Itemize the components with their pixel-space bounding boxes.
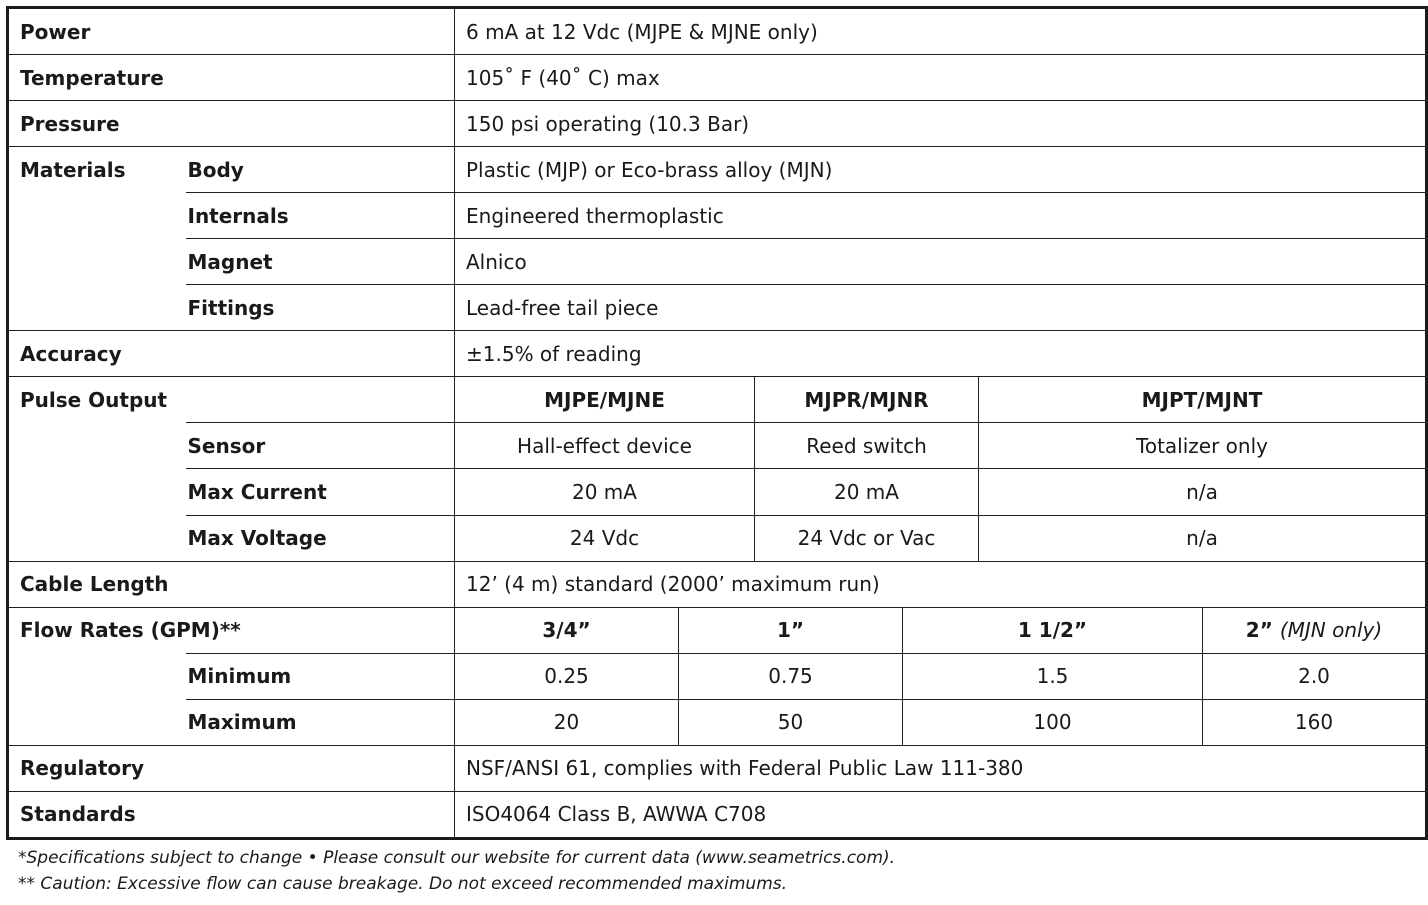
max-current-value: 20 mA <box>455 469 755 515</box>
temperature-value: 105˚ F (40˚ C) max <box>455 55 1427 101</box>
row-pulse-output-header <box>8 377 1427 423</box>
row-flow-maximum <box>8 699 1427 745</box>
regulatory-value: NSF/ANSI 61, complies with Federal Public Law 111-380 <box>455 745 1427 791</box>
row-flow-minimum <box>8 653 1427 699</box>
max-voltage-value: 24 Vdc <box>455 515 755 561</box>
pulse-header-mjpt: MJPT/MJNT <box>979 377 1427 423</box>
row-accuracy <box>8 331 1427 377</box>
minimum-value: 1.5 <box>903 653 1203 699</box>
sensor-value: Reed switch <box>755 423 979 469</box>
maximum-value: 160 <box>1203 699 1427 745</box>
minimum-value: 2.0 <box>1203 653 1427 699</box>
flow-header-1: 1” <box>679 607 903 653</box>
row-power <box>8 8 1427 55</box>
max-voltage-value: 24 Vdc or Vac <box>755 515 979 561</box>
maximum-value: 100 <box>903 699 1203 745</box>
max-voltage-label: Max Voltage <box>186 515 455 561</box>
flow-rates-label: Flow Rates (GPM)** <box>8 607 455 653</box>
row-materials-magnet <box>8 239 1427 285</box>
row-materials-fittings <box>8 285 1427 331</box>
pressure-label: Pressure <box>8 101 455 147</box>
row-pressure <box>8 101 1427 147</box>
row-pulse-max-voltage <box>8 515 1427 561</box>
spec-table <box>6 6 1428 840</box>
magnet-value: Alnico <box>455 239 1427 285</box>
materials-label: Materials <box>8 147 186 193</box>
standards-value: ISO4064 Class B, AWWA C708 <box>455 791 1427 838</box>
row-materials-internals <box>8 193 1427 239</box>
sensor-value: Totalizer only <box>979 423 1427 469</box>
row-temperature <box>8 55 1427 101</box>
row-regulatory <box>8 745 1427 791</box>
row-cable-length <box>8 561 1427 607</box>
row-pulse-sensor <box>8 423 1427 469</box>
row-flow-rates-header <box>8 607 1427 653</box>
maximum-value: 20 <box>455 699 679 745</box>
pulse-header-mjpe: MJPE/MJNE <box>455 377 755 423</box>
sensor-label: Sensor <box>186 423 455 469</box>
power-value: 6 mA at 12 Vdc (MJPE & MJNE only) <box>455 8 1427 55</box>
pressure-value: 150 psi operating (10.3 Bar) <box>455 101 1427 147</box>
body-label: Body <box>186 147 455 193</box>
maximum-value: 50 <box>679 699 903 745</box>
max-current-label: Max Current <box>186 469 455 515</box>
standards-label: Standards <box>8 791 455 838</box>
row-materials-body <box>8 147 1427 193</box>
temperature-label: Temperature <box>8 55 455 101</box>
flow-header-34: 3/4” <box>455 607 679 653</box>
sensor-value: Hall-effect device <box>455 423 755 469</box>
max-voltage-value: n/a <box>979 515 1427 561</box>
pulse-header-mjpr: MJPR/MJNR <box>755 377 979 423</box>
max-current-value: n/a <box>979 469 1427 515</box>
flow-header-note: (MJN only) <box>1279 618 1383 643</box>
flow-header-2: 2” (MJN only) <box>1203 607 1427 653</box>
pulse-output-label: Pulse Output <box>8 377 186 423</box>
minimum-value: 0.75 <box>679 653 903 699</box>
max-current-value: 20 mA <box>755 469 979 515</box>
fittings-label: Fittings <box>186 285 455 331</box>
maximum-label: Maximum <box>186 699 455 745</box>
body-value: Plastic (MJP) or Eco-brass alloy (MJN) <box>455 147 1427 193</box>
minimum-value: 0.25 <box>455 653 679 699</box>
fittings-value: Lead-free tail piece <box>455 285 1427 331</box>
flow-header-112: 1 1/2” <box>903 607 1203 653</box>
magnet-label: Magnet <box>186 239 455 285</box>
accuracy-value: ±1.5% of reading <box>455 331 1427 377</box>
power-label: Power <box>8 8 455 55</box>
minimum-label: Minimum <box>186 653 455 699</box>
accuracy-label: Accuracy <box>8 331 455 377</box>
row-pulse-max-current <box>8 469 1427 515</box>
cable-length-value: 12’ (4 m) standard (2000’ maximum run) <box>455 561 1427 607</box>
footnote-specifications: *Specifications subject to change • Please consult our website for current data (www.seametrics.com). <box>18 848 896 868</box>
regulatory-label: Regulatory <box>8 745 455 791</box>
internals-value: Engineered thermoplastic <box>455 193 1427 239</box>
cable-length-label: Cable Length <box>8 561 455 607</box>
internals-label: Internals <box>186 193 455 239</box>
footnote-caution: ** Caution: Excessive flow can cause breakage. Do not exceed recommended maximums. <box>18 874 788 894</box>
row-standards <box>8 791 1427 838</box>
